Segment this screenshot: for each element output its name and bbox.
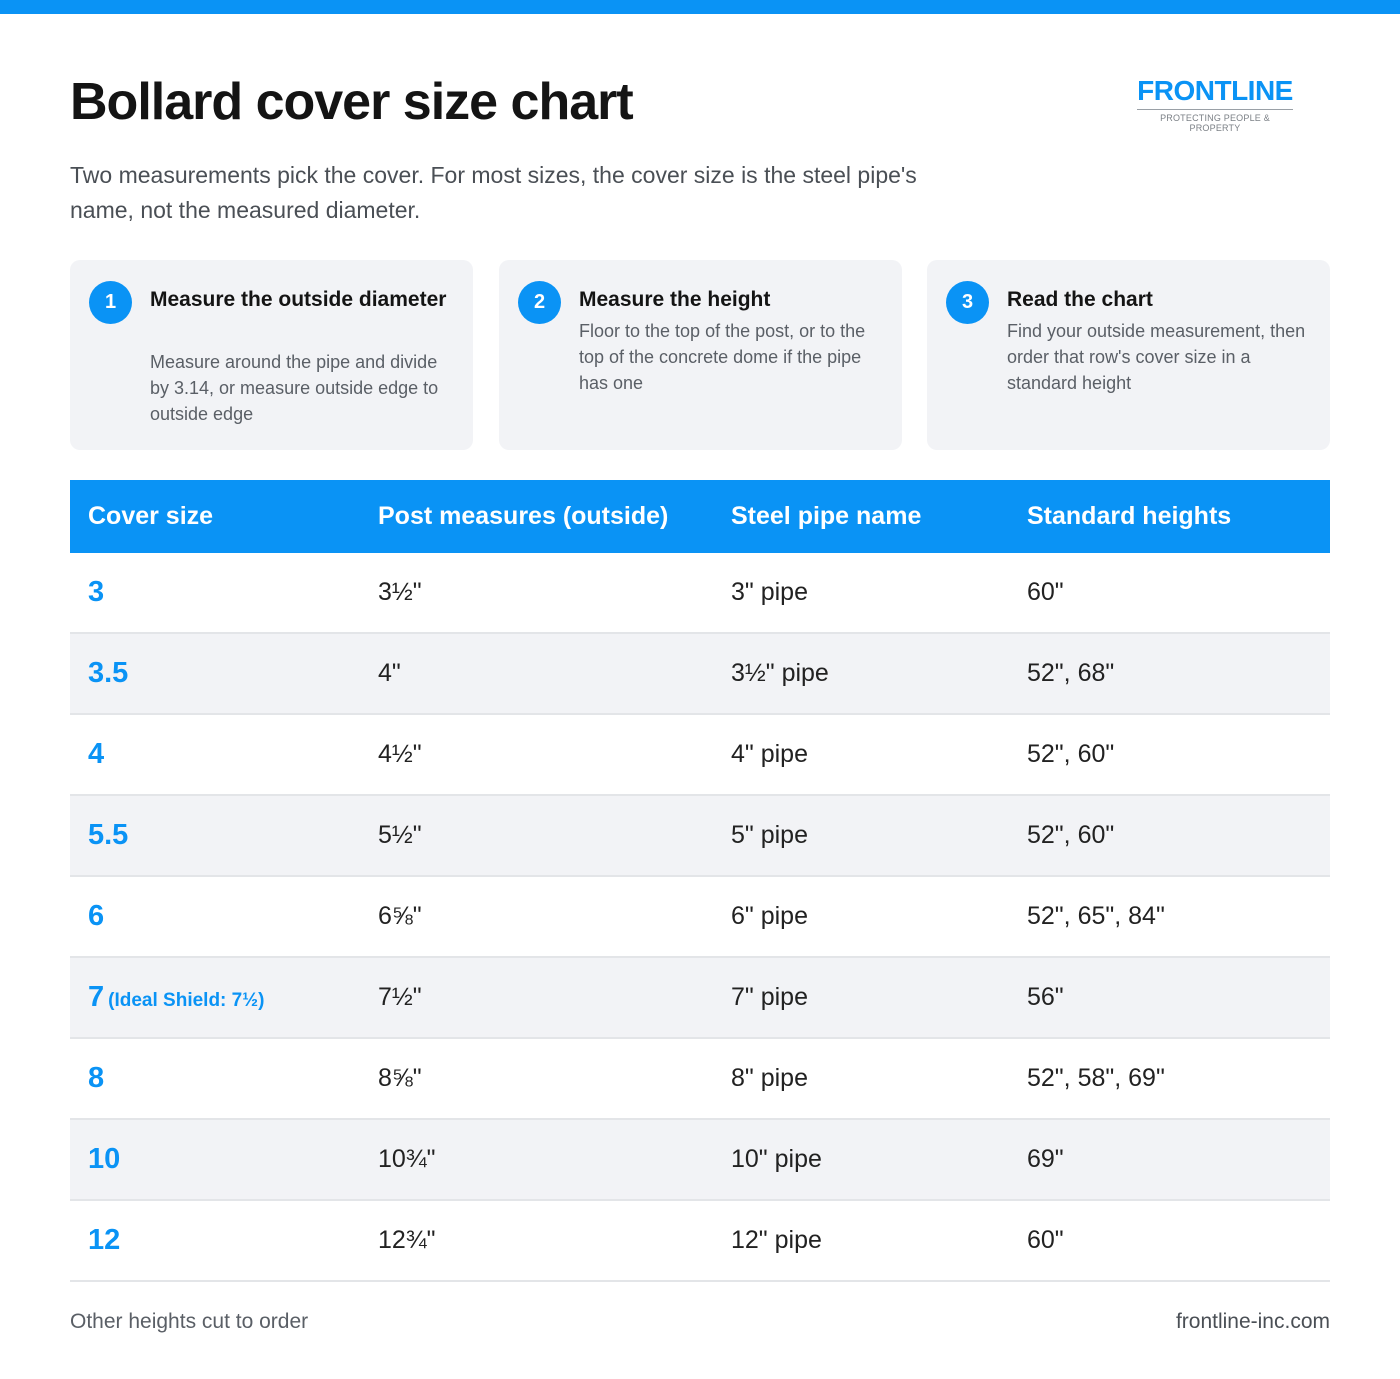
cover-size-cell <box>88 958 264 1040</box>
post-measure-cell: 6⅝" <box>378 902 422 930</box>
cover-size-cell <box>88 1120 120 1199</box>
standard-heights-cell: 56" <box>1027 983 1064 1011</box>
cover-size-value: 3 <box>88 576 105 608</box>
cover-size-cell <box>88 715 104 794</box>
intro-text: Two measurements pick the cover. For most sizes, the cover size is the steel pipe's name, not the measured diameter. <box>70 162 917 223</box>
cover-size-value: 6 <box>88 900 105 932</box>
cover-size-value: 10 <box>88 1143 121 1175</box>
table-header-row <box>70 480 1330 553</box>
pipe-name-cell: 7" pipe <box>731 983 808 1011</box>
step-number-badge: 1 <box>89 281 132 324</box>
logo-wordmark: FRONTLINE <box>1137 75 1293 106</box>
cover-size-value: 3.5 <box>88 657 129 689</box>
pipe-name-cell: 6" pipe <box>731 902 808 930</box>
pipe-name-cell: 12" pipe <box>731 1226 822 1254</box>
pipe-name-cell: 3½" pipe <box>731 659 829 687</box>
table-row <box>70 634 1330 715</box>
standard-heights-cell: 52", 68" <box>1027 659 1115 687</box>
step-card-2 <box>499 260 902 450</box>
cover-size-value: 5.5 <box>88 819 129 851</box>
table-row <box>70 1039 1330 1120</box>
cover-size-cell <box>88 796 128 875</box>
step-title: Measure the outside diameter <box>150 288 447 311</box>
standard-heights-cell: 69" <box>1027 1145 1064 1173</box>
pipe-name-cell: 5" pipe <box>731 821 808 849</box>
step-title: Measure the height <box>579 288 771 311</box>
cover-size-value: 4 <box>88 738 105 770</box>
cover-size-cell <box>88 553 104 632</box>
page-title: Bollard cover size chart <box>70 73 633 131</box>
standard-heights-cell: 60" <box>1027 1226 1064 1254</box>
logo-divider <box>1137 109 1293 110</box>
pipe-name-cell: 10" pipe <box>731 1145 822 1173</box>
standard-heights-cell: 52", 60" <box>1027 740 1115 768</box>
cover-size-value: 8 <box>88 1062 105 1094</box>
step-title: Read the chart <box>1007 288 1153 311</box>
column-header-post-measures: Post measures (outside) <box>378 502 669 530</box>
post-measure-cell: 4½" <box>378 740 422 768</box>
step-number-badge: 2 <box>518 281 561 324</box>
cover-size-cell <box>88 877 104 956</box>
step-description: Find your outside measurement, then order that row's cover size in a standard height <box>1007 321 1306 393</box>
cover-size-value: 12 <box>88 1224 121 1256</box>
column-header-standard-heights: Standard heights <box>1027 502 1232 530</box>
post-measure-cell: 12¾" <box>378 1226 436 1254</box>
standard-heights-cell: 52", 65", 84" <box>1027 902 1165 930</box>
standard-heights-cell: 52", 58", 69" <box>1027 1064 1165 1092</box>
step-number-badge: 3 <box>946 281 989 324</box>
table-row <box>70 1201 1330 1282</box>
brand-logo <box>1135 76 1295 133</box>
post-measure-cell: 5½" <box>378 821 422 849</box>
standard-heights-cell: 52", 60" <box>1027 821 1115 849</box>
table-row <box>70 796 1330 877</box>
post-measure-cell: 8⅝" <box>378 1064 422 1092</box>
pipe-name-cell: 3" pipe <box>731 578 808 606</box>
steps-section <box>70 260 1330 450</box>
table-row <box>70 877 1330 958</box>
size-chart-table <box>70 480 1330 1282</box>
column-header-cover-size: Cover size <box>88 502 214 530</box>
footer-note: Other heights cut to order <box>70 1310 309 1333</box>
table-row <box>70 1120 1330 1201</box>
step-description: Floor to the top of the post, or to the top of the concrete dome if the pipe has one <box>579 321 866 393</box>
step-card-3 <box>927 260 1330 450</box>
footer-website: frontline-inc.com <box>1175 1310 1330 1333</box>
step-card-1 <box>70 260 473 450</box>
post-measure-cell: 3½" <box>378 578 422 606</box>
column-header-pipe-name: Steel pipe name <box>731 502 922 530</box>
cover-size-cell <box>88 1039 104 1118</box>
logo-tagline: PROTECTING PEOPLE & PROPERTY <box>1160 113 1270 133</box>
standard-heights-cell: 60" <box>1027 578 1064 606</box>
cover-size-cell <box>88 634 128 713</box>
table-row <box>70 958 1330 1039</box>
post-measure-cell: 10¾" <box>378 1145 436 1173</box>
step-description: Measure around the pipe and divide by 3.14, or measure outside edge to outside edge <box>150 352 439 424</box>
cover-size-value: 7 <box>88 981 105 1013</box>
table-row <box>70 553 1330 634</box>
top-accent-bar <box>0 0 1400 14</box>
cover-size-note: (Ideal Shield: 7½) <box>108 990 265 1011</box>
pipe-name-cell: 4" pipe <box>731 740 808 768</box>
post-measure-cell: 4" <box>378 659 401 687</box>
table-row <box>70 715 1330 796</box>
post-measure-cell: 7½" <box>378 983 422 1011</box>
pipe-name-cell: 8" pipe <box>731 1064 808 1092</box>
cover-size-cell <box>88 1201 120 1280</box>
